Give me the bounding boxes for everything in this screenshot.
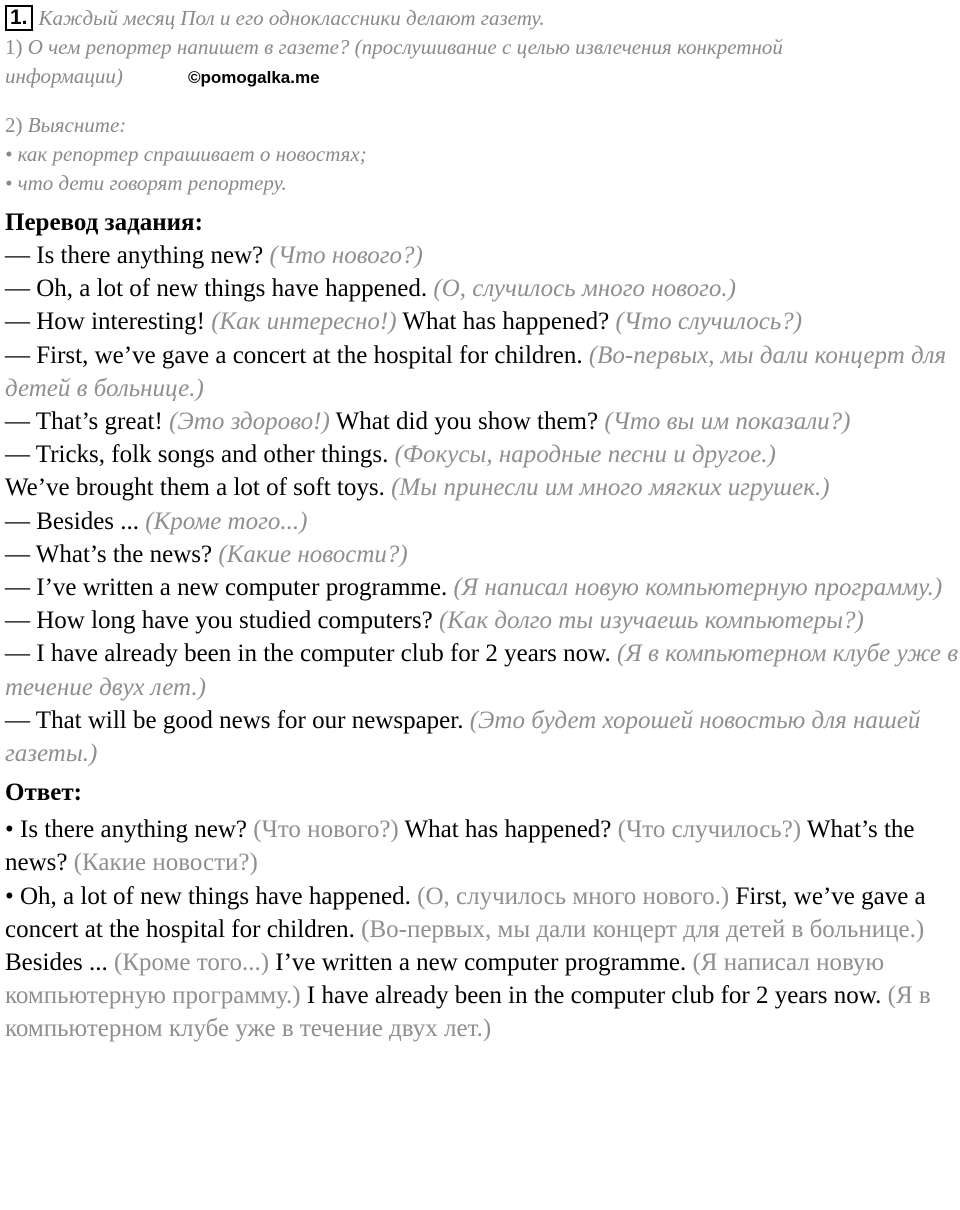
answer-english-text: I have already been in the computer club for 2 years now. (300, 982, 888, 1010)
answer-english-text: Besides ... (5, 949, 115, 977)
answer-russian-text: (О, случилось много нового.) (417, 882, 730, 910)
answer-english-text: What’s the news? (5, 816, 915, 877)
question-1-number: 1) (5, 35, 23, 59)
answer-russian-text: (Я в компьютерном клубе уже в течение двух лет.) (5, 982, 931, 1043)
answer-russian-text: (Кроме того...) (114, 949, 270, 977)
question-1-text: О чем репортер напишет в газете? (прослушивание с целью извлечения конкретной (27, 35, 783, 59)
answer-bullet-2 (5, 880, 960, 1046)
translation-dialog (5, 239, 960, 770)
task-title-line (5, 4, 960, 33)
dialog-line (5, 604, 960, 637)
answer-russian-text: (Во-первых, мы дали концерт для детей в больнице.) (361, 915, 925, 943)
english-phrase: — I’ve written a new computer programme. (5, 574, 454, 602)
russian-translation: (Фокусы, народные песни и другое.) (394, 441, 776, 469)
answer-bullet-1 (5, 813, 960, 879)
question-1-line (5, 33, 960, 62)
watermark: ©pomogalka.me (188, 68, 320, 87)
task-title: Каждый месяц Пол и его одноклассники делают газету. (38, 6, 545, 30)
english-phrase: — That will be good news for our newspaper. (5, 706, 470, 734)
dialog-line (5, 239, 960, 272)
english-phrase: — What’s the news? (5, 540, 219, 568)
russian-translation: (Как интересно!) (211, 308, 397, 336)
russian-translation: (О, случилось много нового.) (433, 275, 736, 303)
russian-translation: (Это здорово!) (169, 408, 330, 436)
answer-russian-text: (Что нового?) (253, 816, 399, 844)
dialog-line (5, 438, 960, 471)
english-phrase: — Oh, a lot of new things have happened. (5, 275, 434, 303)
english-phrase: — First, we’ve gave a concert at the hospital for children. (5, 341, 589, 369)
english-phrase: — I have already been in the computer club for 2 years now. (5, 640, 618, 668)
question-2-item: • как репортер спрашивает о новостях; (5, 142, 367, 166)
question-2-number: 2) (5, 113, 23, 137)
question-2-line (5, 111, 960, 140)
answer-english-text: What has happened? (398, 816, 618, 844)
russian-translation: (Что нового?) (269, 242, 423, 269)
dialog-line (5, 471, 960, 504)
answer-heading: Ответ: (5, 779, 82, 807)
russian-translation: (Я в компьютерном клубе уже в течение двух лет.) (5, 640, 959, 701)
russian-translation: (Как долго ты изучаешь компьютеры?) (438, 607, 864, 635)
dialog-line (5, 571, 960, 604)
russian-translation: (Во-первых, мы дали концерт для детей в больнице.) (5, 341, 947, 402)
russian-translation: (Какие новости?) (218, 540, 408, 568)
dialog-line (5, 305, 960, 338)
english-phrase: — That’s great! (5, 408, 170, 436)
russian-translation: (Мы принесли им много мягких игрушек.) (391, 474, 830, 502)
russian-translation: (Что случилось?) (615, 308, 803, 336)
question-2-text: Выясните: (27, 113, 127, 137)
english-phrase: — Besides ... (5, 507, 146, 535)
russian-translation: (Кроме того...) (145, 507, 308, 535)
answer-english-text: • Oh, a lot of new things have happened. (5, 882, 418, 910)
russian-translation: (Я написал новую компьютерную программу.) (453, 574, 943, 602)
question-2-item: • что дети говорят репортеру. (5, 171, 287, 195)
dialog-line (5, 505, 960, 538)
english-phrase: — How long have you studied computers? (5, 607, 439, 635)
dialog-line (5, 704, 960, 770)
answer-english-text: I’ve written a new computer programme. (269, 949, 693, 977)
spacer (5, 91, 960, 111)
dialog-line (5, 272, 960, 305)
english-phrase: — Is there anything new? (5, 242, 270, 269)
question-1-continuation (5, 62, 960, 91)
dialog-line (5, 538, 960, 571)
question-1-text-cont: информации) (5, 64, 123, 88)
english-phrase: We’ve brought them a lot of soft toys. (5, 474, 392, 502)
answer-russian-text: (Какие новости?) (73, 849, 258, 877)
dialog-line (5, 339, 960, 405)
answer-english-text: First, we’ve gave a concert at the hospital for children. (5, 882, 926, 943)
answer-english-text: • Is there anything new? (5, 816, 254, 844)
english-phrase: What has happened? (396, 308, 616, 336)
task-header (5, 4, 960, 198)
task-number: 1. (5, 5, 33, 31)
dialog-line (5, 405, 960, 438)
russian-translation: (Это будет хорошей новостью для нашей газеты.) (5, 706, 921, 768)
translation-heading: Перевод задания: (5, 209, 203, 236)
answer-russian-text: (Что случилось?) (617, 816, 802, 844)
english-phrase: What did you show them? (329, 408, 605, 436)
answer-russian-text: (Я написал новую компьютерную программу.) (5, 949, 885, 1010)
russian-translation: (Что вы им показали?) (604, 408, 851, 436)
page (5, 4, 960, 1046)
english-phrase: — Tricks, folk songs and other things. (5, 441, 395, 469)
dialog-line (5, 637, 960, 703)
english-phrase: — How interesting! (5, 308, 212, 336)
